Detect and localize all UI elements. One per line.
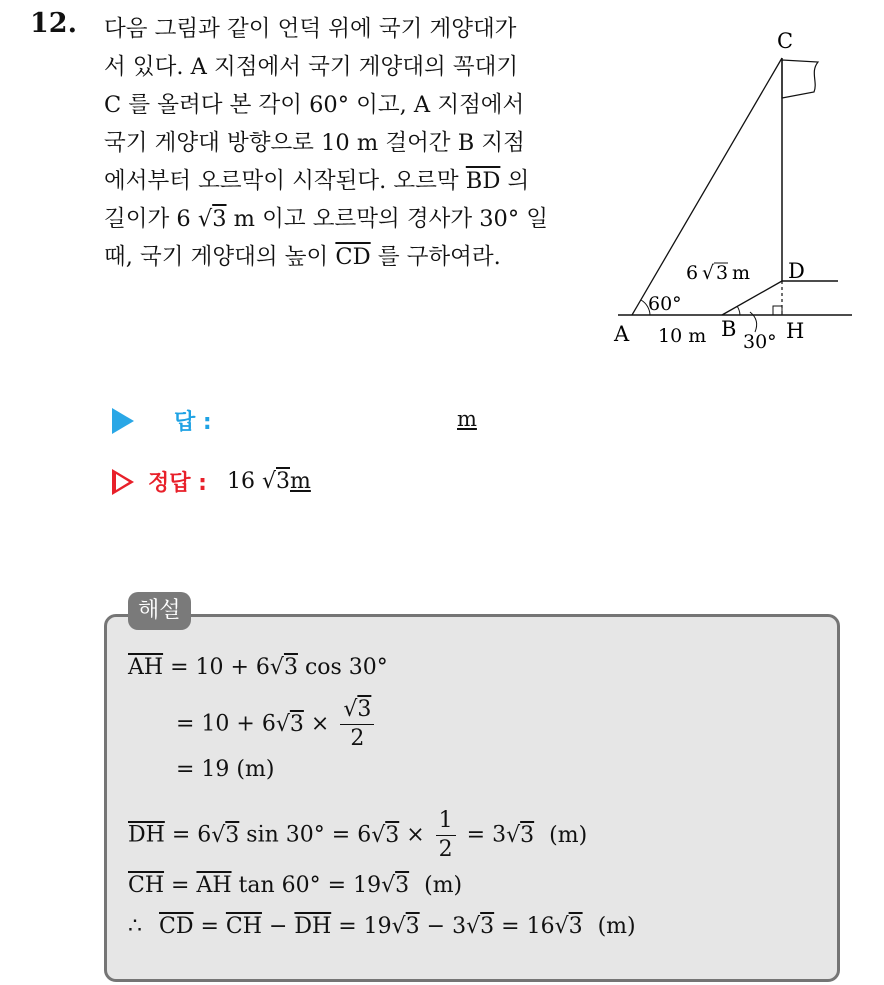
seg: $\overline{DH}$ (294, 914, 332, 939)
text: 때, 국기 게양대의 높이 (104, 244, 329, 270)
sqrt: √3 (371, 822, 400, 848)
t: = 19 (338, 914, 392, 939)
play-icon (112, 408, 134, 434)
label-h: H (786, 319, 805, 343)
t: (m) (549, 822, 588, 848)
t: = 19 (m) (176, 757, 275, 782)
seg: $\overline{AH}$ (128, 655, 164, 680)
sqrt: √3 (466, 914, 495, 939)
seg: $\overline{DH}$ (128, 822, 165, 848)
coef: 16 (226, 469, 255, 494)
label-slope-rad: 3 (716, 262, 729, 284)
label-dist-ab: 10 m (658, 325, 707, 347)
sqrt: √3 (554, 914, 583, 939)
t: ∴ (128, 914, 142, 939)
problem-line-4: 국기 게양대 방향으로 10 m 걸어간 B 지점 (104, 130, 525, 156)
unit: m (290, 469, 311, 494)
solution-line-2 (176, 696, 378, 753)
label-a: A (614, 322, 630, 346)
segment-cd: $\overline{CD}$ (335, 244, 371, 270)
t: − 3 (426, 914, 467, 939)
seg: $\overline{AH}$ (196, 873, 232, 898)
solution-line-3 (176, 757, 274, 782)
problem-line-3: C 를 올려다 본 각이 60° 이고, A 지점에서 (104, 92, 525, 118)
label-slope-unit: m (732, 262, 751, 284)
problem-line-6 (104, 200, 596, 238)
text: m 이고 오르막의 경사가 30° 일 (233, 206, 548, 232)
sqrt: √3 (211, 822, 240, 848)
solution-line-5 (128, 873, 462, 898)
answer-label: 답 : (174, 410, 212, 435)
label-angle-b: 30° (743, 331, 777, 353)
t: cos 30° (304, 655, 388, 680)
problem-line-7 (104, 238, 596, 276)
t: sin 30° = 6 (246, 822, 372, 848)
solution-line-4 (128, 807, 587, 864)
text: 를 구하여라. (377, 244, 501, 270)
label-b: B (721, 317, 737, 341)
num: 1 (436, 807, 456, 836)
den: 2 (350, 726, 365, 751)
solution-line-1 (128, 655, 388, 680)
seg: $\overline{CH}$ (128, 873, 165, 898)
sqrt: √3 (261, 469, 290, 494)
t: × (310, 711, 330, 737)
label-d: D (788, 259, 805, 283)
t: − (268, 914, 288, 939)
label-c: C (777, 29, 794, 53)
angle-arc-b (737, 306, 740, 315)
outline-play-icon (112, 469, 134, 495)
t: = 10 + 6 (176, 711, 276, 737)
t: = 6 (171, 822, 212, 848)
t: = (200, 914, 219, 939)
t: tan 60° = 19 (238, 873, 382, 898)
problem-line-2: 서 있다. A 지점에서 국기 게양대의 꼭대기 (104, 54, 519, 80)
answer-row (112, 405, 477, 436)
num: √3 (340, 696, 374, 725)
segment-bd: $\overline{BD}$ (465, 168, 501, 194)
text: 길이가 6 (104, 206, 191, 232)
fraction (340, 696, 374, 753)
flagpole-diagram (610, 20, 860, 360)
sqrt: √3 (381, 873, 410, 898)
sqrt: √3 (275, 711, 304, 737)
solution-tag: 해설 (128, 592, 191, 630)
label-angle-a: 60° (648, 293, 682, 315)
sqrt: √3 (391, 914, 420, 939)
solution-line-6 (128, 914, 636, 939)
label-slope-sqrt: √ (702, 262, 715, 284)
label-slope-coef: 6 (686, 262, 699, 284)
sqrt-3: √3 (197, 206, 227, 232)
sqrt: √3 (269, 655, 298, 680)
problem-line-5 (104, 162, 596, 200)
t: = 10 + 6 (170, 655, 270, 680)
den: 2 (438, 837, 453, 862)
problem-text (104, 10, 596, 276)
text: 의 (507, 168, 530, 194)
t: × (406, 822, 425, 848)
right-angle-mark (773, 306, 782, 315)
correct-value (227, 469, 311, 494)
correct-answer-row (112, 466, 311, 497)
problem-number: 12. (30, 8, 77, 39)
problem-line-1: 다음 그림과 같이 언덕 위에 국기 게양대가 (104, 16, 517, 42)
correct-label: 정답 : (148, 471, 207, 496)
sqrt: √3 (506, 822, 535, 848)
text: 에서부터 오르막이 시작된다. 오르막 (104, 168, 459, 194)
seg: $\overline{CH}$ (225, 914, 262, 939)
t: (m) (597, 914, 636, 939)
t: (m) (424, 873, 463, 898)
t: = 3 (466, 822, 507, 848)
t: = (171, 873, 190, 898)
answer-unit: m (457, 407, 477, 431)
flag-icon (782, 60, 818, 98)
seg: $\overline{CD}$ (159, 914, 194, 939)
fraction (436, 807, 456, 864)
t: = 16 (501, 914, 555, 939)
